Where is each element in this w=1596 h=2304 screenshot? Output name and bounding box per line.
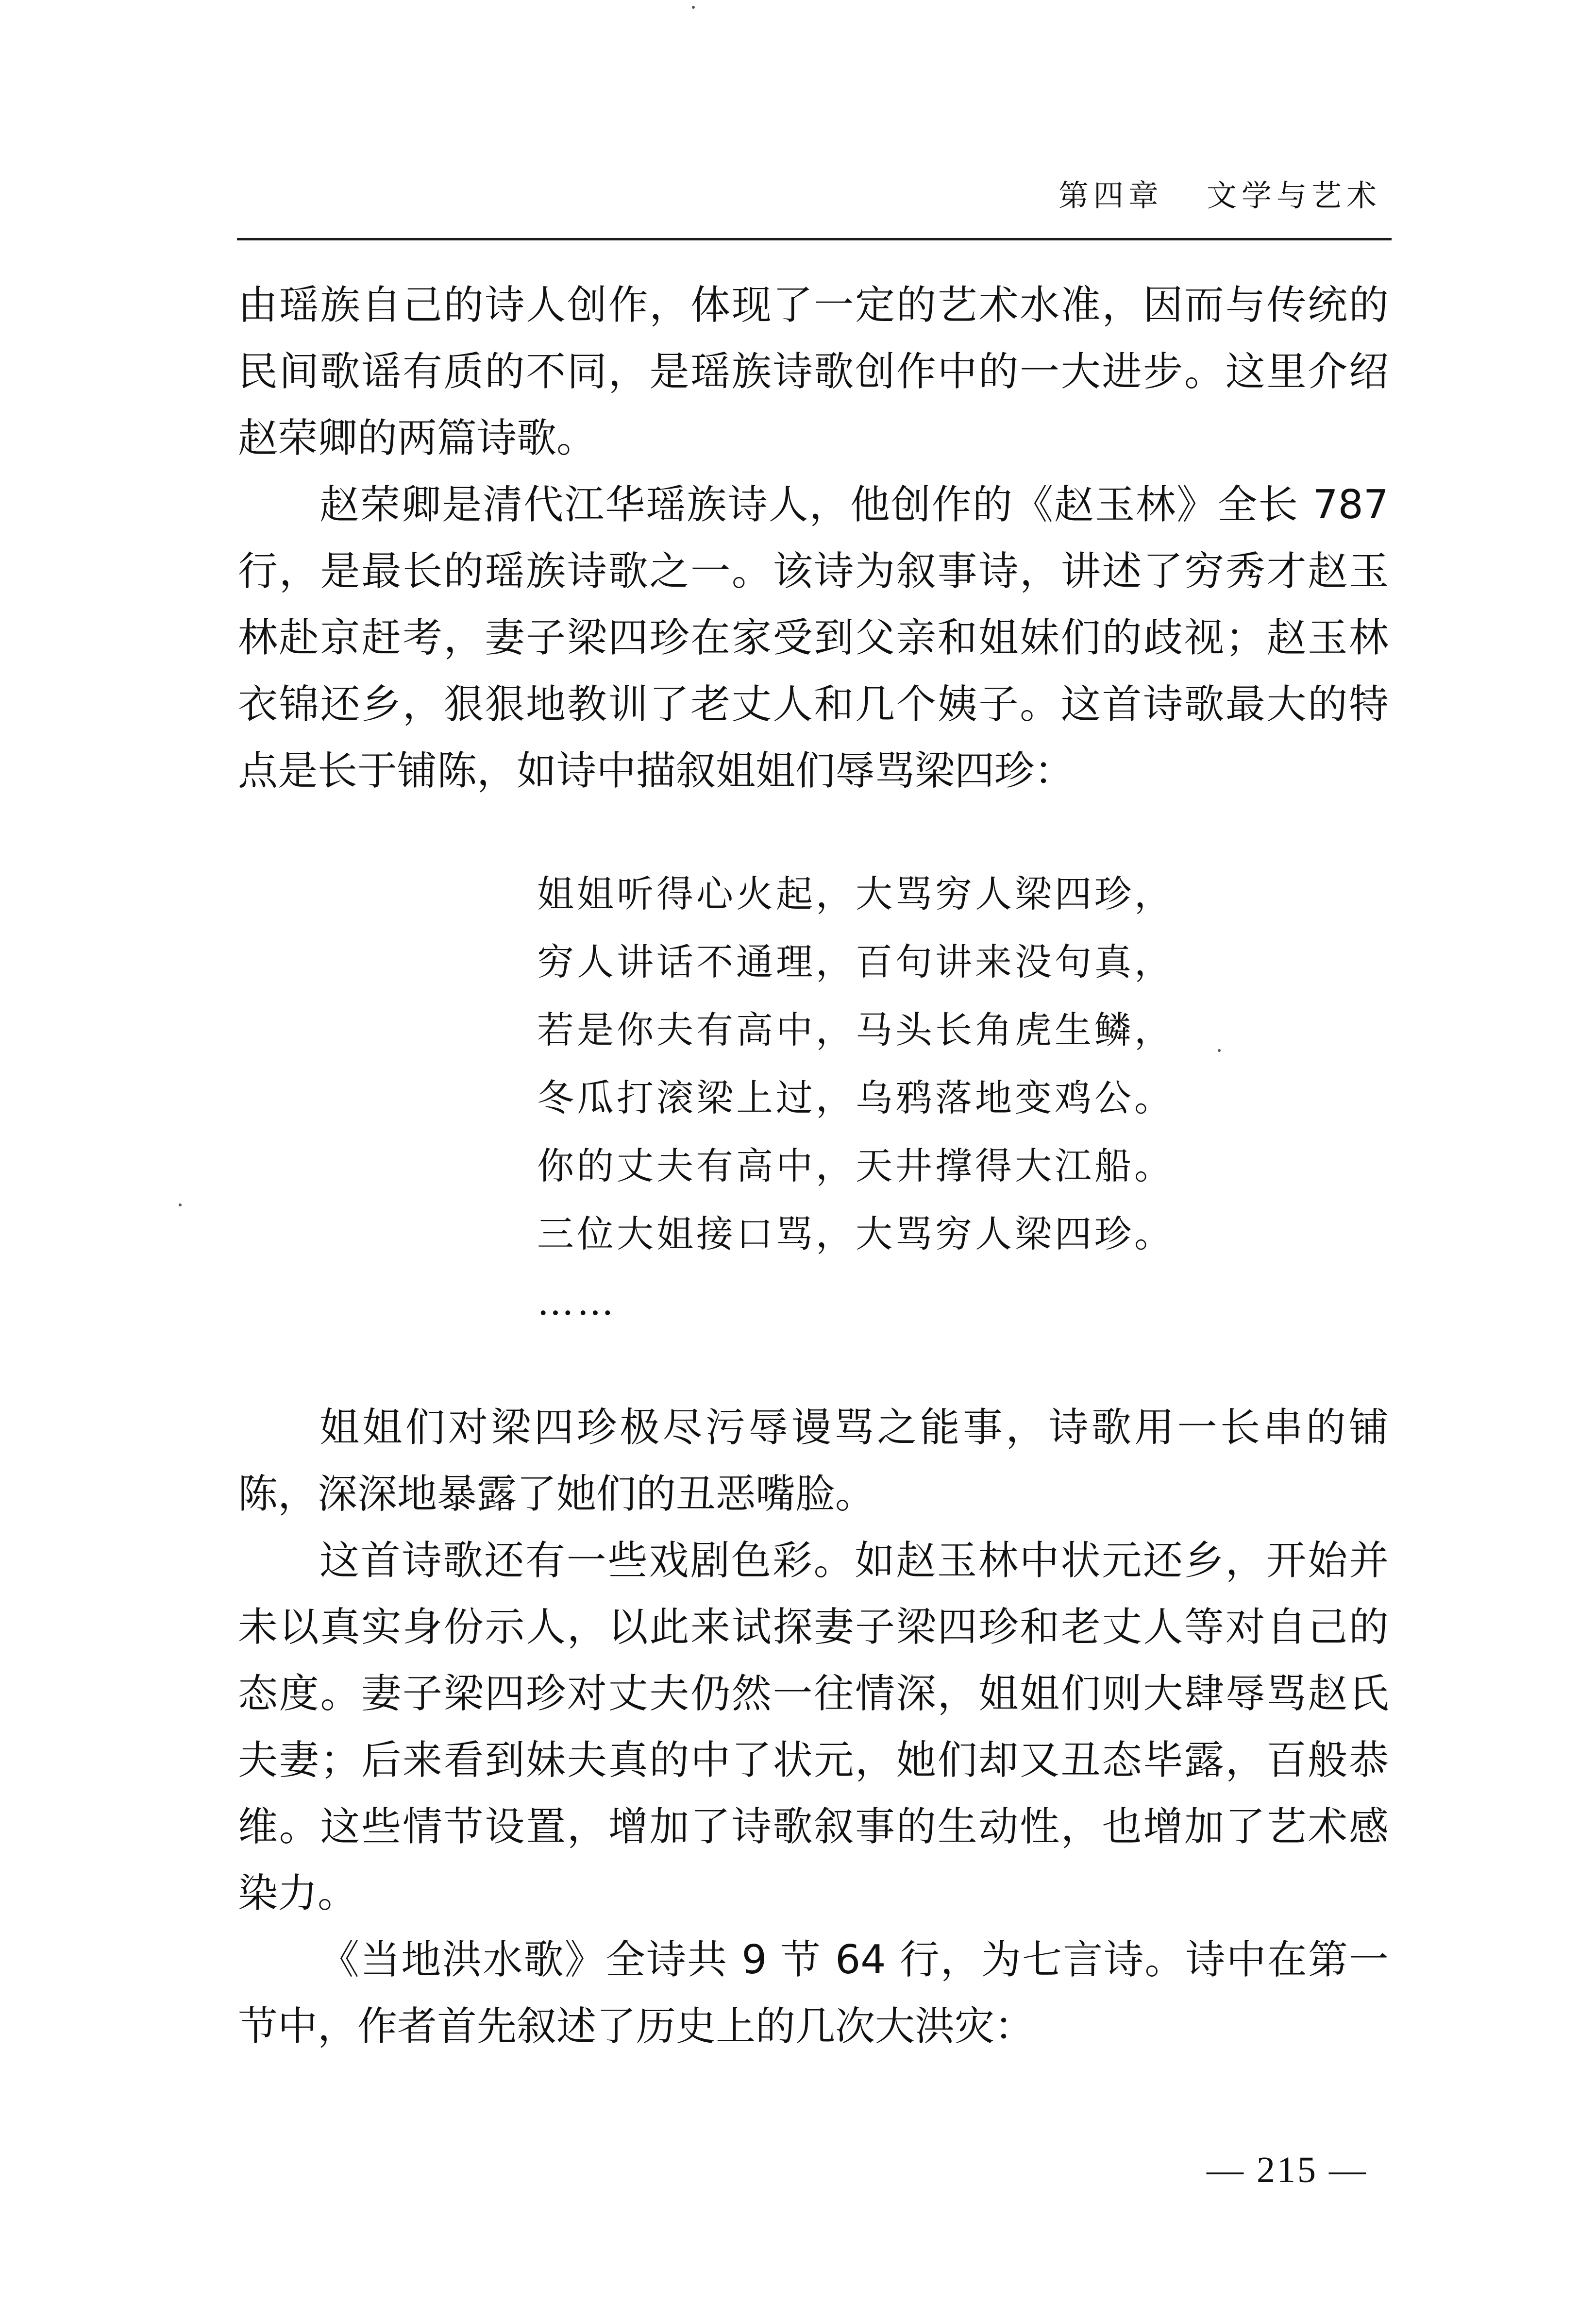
paragraph-5: 《当地洪水歌》全诗共 9 节 64 行，为七言诗。诗中在第一节中，作者首先叙述了历史上的几次大洪灾： <box>238 1937 1389 2050</box>
poem-line-1: 姐姐听得心火起，大骂穷人梁四珍， <box>537 872 1174 915</box>
poem-line-3: 若是你夫有高中，马头长角虎生鳞， <box>537 1008 1174 1051</box>
paragraph-4: 这首诗歌还有一些戏剧色彩。如赵玉林中状元还乡，开始并未以真实身份示人，以此来试探妻子梁四珍和老丈人等对自己的态度。妻子梁四珍对丈夫仍然一往情深，姐姐们则大肆辱骂赵氏夫妻；后来看到妹夫真的中了状元，她们却又丑态毕露，百般恭维。这些情节设置，增加了诗歌叙事的生动性，也增加了艺术感染力。 <box>238 1538 1389 1916</box>
poem-line-2: 穷人讲话不通理，百句讲来没句真， <box>537 940 1174 983</box>
poem-line-5: 你的丈夫有高中，天井撑得大江船。 <box>537 1144 1174 1187</box>
scan-speck <box>692 6 695 9</box>
page-number: — 215 — <box>1207 2150 1368 2190</box>
header-rule <box>237 238 1392 240</box>
scan-speck <box>1218 1049 1221 1052</box>
poem-ellipsis: …… <box>537 1280 617 1323</box>
scan-speck <box>179 1203 182 1206</box>
paragraph-2: 赵荣卿是清代江华瑶族诗人，他创作的《赵玉林》全长 787 行，是最长的瑶族诗歌之一。该诗为叙事诗，讲述了穷秀才赵玉林赴京赶考，妻子梁四珍在家受到父亲和姐妹们的歧视；赵玉林衣锦还乡，狠狠地教训了老丈人和几个姨子。这首诗歌最大的特点是长于铺陈，如诗中描叙姐姐们辱骂梁四珍： <box>238 482 1389 794</box>
paragraph-3: 姐姐们对梁四珍极尽污辱谩骂之能事，诗歌用一长串的铺陈，深深地暴露了她们的丑恶嘴脸。 <box>238 1405 1389 1517</box>
running-head: 第四章 文学与艺术 <box>1058 178 1381 213</box>
poem-line-4: 冬瓜打滚梁上过，乌鸦落地变鸡公。 <box>537 1076 1174 1119</box>
poem-line-6: 三位大姐接口骂，大骂穷人梁四珍。 <box>537 1212 1174 1255</box>
paragraph-1: 由瑶族自己的诗人创作，体现了一定的艺术水准，因而与传统的民间歌谣有质的不同，是瑶族诗歌创作中的一大进步。这里介绍赵荣卿的两篇诗歌。 <box>238 282 1389 461</box>
poem-block <box>537 860 1389 1336</box>
body-text <box>238 272 1389 2060</box>
